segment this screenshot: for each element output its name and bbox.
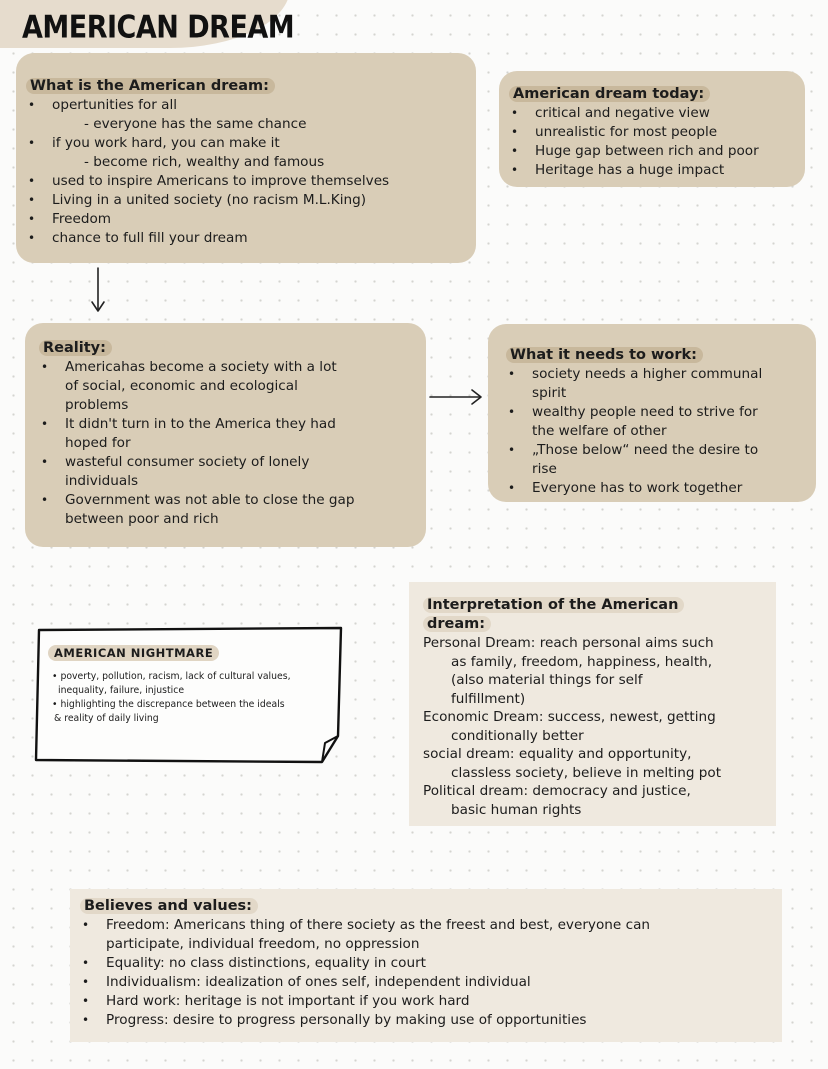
beliefs-heading: Believes and values: xyxy=(80,898,258,914)
line: classless society, believe in melting pot xyxy=(451,764,722,781)
line: Political dream: democracy and justice, xyxy=(423,783,691,799)
line: • highlighting the discrepance between the ideals xyxy=(52,699,285,710)
line: & reality of daily living xyxy=(54,713,159,724)
line: Individualism: idealization of ones self, independent individual xyxy=(106,974,531,990)
line: „Those below“ need the desire to xyxy=(532,442,759,458)
list-item: - become rich, wealthy and famous xyxy=(84,154,325,170)
what-is-list xyxy=(26,96,466,248)
interpretation-heading xyxy=(423,597,684,613)
line: social dream: equality and opportunity, xyxy=(423,746,692,762)
interpretation-box xyxy=(409,582,776,826)
list-item: • opertunities for all xyxy=(26,96,466,115)
reality-heading: Reality: xyxy=(39,340,112,356)
list-item xyxy=(80,954,776,973)
list-item xyxy=(506,365,808,403)
line: (also material things for self xyxy=(451,672,643,688)
line: problems xyxy=(65,397,129,413)
list-item xyxy=(80,992,776,1011)
down-arrow-icon xyxy=(88,266,108,314)
today-list xyxy=(509,104,797,180)
needs-heading: What it needs to work: xyxy=(506,347,703,363)
line: Government was not able to close the gap xyxy=(65,492,355,508)
line: of social, economic and ecological xyxy=(65,378,298,394)
line: Personal Dream: reach personal aims such xyxy=(423,635,714,651)
line: spirit xyxy=(532,385,567,401)
today-heading: American dream today: xyxy=(509,86,710,102)
needs-list xyxy=(506,365,808,498)
interpretation-heading-cont: dream: xyxy=(423,616,491,632)
list-item xyxy=(39,491,418,529)
line: between poor and rich xyxy=(65,511,219,527)
line: rise xyxy=(532,461,557,477)
right-arrow-icon xyxy=(428,386,484,408)
line: hoped for xyxy=(65,435,131,451)
list-item xyxy=(506,441,808,479)
line: It didn't turn in to the America they had xyxy=(65,416,336,432)
line: Equality: no class distinctions, equality in court xyxy=(106,955,426,971)
list-item: • Huge gap between rich and poor xyxy=(509,142,797,161)
line: • poverty, pollution, racism, lack of cultural values, xyxy=(52,671,291,682)
line: individuals xyxy=(65,473,139,489)
line: wasteful consumer society of lonely xyxy=(65,454,310,470)
what-is-heading: What is the American dream: xyxy=(26,78,275,94)
line: inequality, failure, injustice xyxy=(58,685,185,696)
line: wealthy people need to strive for xyxy=(532,404,758,420)
nightmare-text xyxy=(52,670,332,726)
list-item: • Heritage has a huge impact xyxy=(509,161,797,180)
beliefs-list xyxy=(80,916,776,1030)
interpretation-text xyxy=(423,634,770,819)
line: Economic Dream: success, newest, getting xyxy=(423,709,716,725)
line: Americahas become a society with a lot xyxy=(65,359,337,375)
list-item xyxy=(80,916,776,954)
page-title: AMERICAN DREAM xyxy=(22,10,295,46)
beliefs-box xyxy=(70,889,782,1042)
list-item xyxy=(80,973,776,992)
line: Everyone has to work together xyxy=(532,480,743,496)
line: Freedom: Americans thing of there society as the freest and best, everyone can xyxy=(106,917,651,933)
reality-list xyxy=(39,358,418,529)
list-item: • Living in a united society (no racism M.L.King) xyxy=(26,191,466,210)
list-item xyxy=(39,415,418,453)
list-item: • chance to full fill your dream xyxy=(26,229,466,248)
list-item xyxy=(39,453,418,491)
reality-box xyxy=(25,323,426,547)
line: fulfillment) xyxy=(451,690,526,707)
list-item xyxy=(506,479,808,498)
list-item: • unrealistic for most people xyxy=(509,123,797,142)
today-box xyxy=(499,71,805,187)
line: as family, freedom, happiness, health, xyxy=(451,653,713,670)
list-item: • if you work hard, you can make it xyxy=(26,134,466,153)
list-item xyxy=(506,403,808,441)
line: participate, individual freedom, no oppression xyxy=(106,936,420,952)
needs-box xyxy=(488,324,816,502)
list-item: • critical and negative view xyxy=(509,104,797,123)
line: basic human rights xyxy=(451,801,582,818)
line: the welfare of other xyxy=(532,423,667,439)
line: Hard work: heritage is not important if you work hard xyxy=(106,993,470,1009)
list-item: • Freedom xyxy=(26,210,466,229)
line: society needs a higher communal xyxy=(532,366,763,382)
list-item: • used to inspire Americans to improve themselves xyxy=(26,172,466,191)
list-item: - everyone has the same chance xyxy=(84,116,307,132)
line: Progress: desire to progress personally by making use of opportunities xyxy=(106,1012,587,1028)
list-item xyxy=(80,1011,776,1030)
list-item xyxy=(39,358,418,415)
what-is-box xyxy=(16,53,476,263)
heading-line: Interpretation of the American xyxy=(427,597,679,613)
nightmare-heading: AMERICAN NIGHTMARE xyxy=(48,645,219,661)
line: conditionally better xyxy=(451,727,584,744)
